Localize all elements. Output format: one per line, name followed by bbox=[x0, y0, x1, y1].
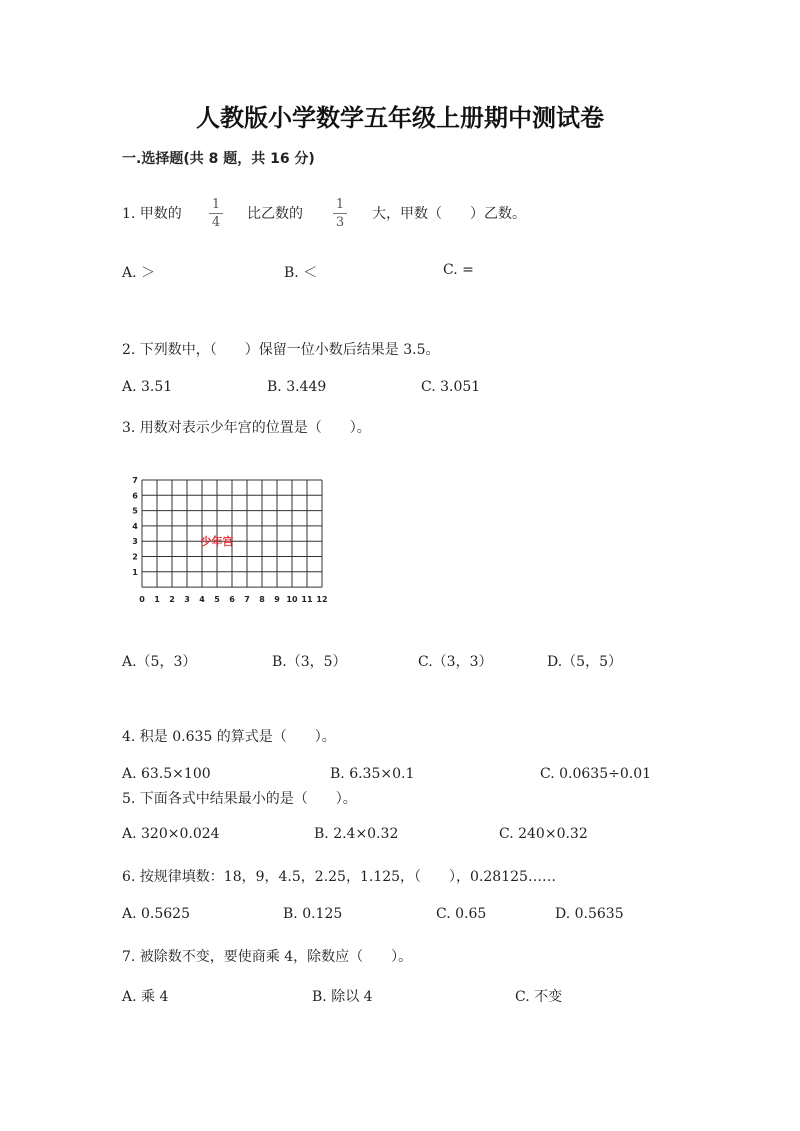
fraction-denominator: 4 bbox=[211, 215, 221, 230]
option-c[interactable]: C. 0.0635÷0.01 bbox=[540, 766, 652, 782]
section-heading: 一.选择题(共 8 题，共 16 分) bbox=[122, 151, 315, 167]
option-a[interactable]: A. 0.5625 bbox=[122, 906, 190, 922]
option-c[interactable]: C. 240×0.32 bbox=[499, 826, 588, 842]
option-b[interactable]: B. 0.125 bbox=[283, 906, 343, 922]
question-2-text: 2. 下列数中，（ ）保留一位小数后结果是 3.5。 bbox=[122, 342, 440, 358]
question-3-text: 3. 用数对表示少年宫的位置是（ ）。 bbox=[122, 420, 371, 436]
x-tick-label: 9 bbox=[274, 595, 280, 602]
x-tick-label: 7 bbox=[244, 595, 250, 602]
x-tick-label: 0 bbox=[139, 595, 145, 602]
fraction-bar bbox=[209, 213, 223, 214]
option-a[interactable]: A. ＞ bbox=[122, 265, 156, 281]
fraction-bar bbox=[333, 213, 347, 214]
option-c[interactable]: C.（3，3） bbox=[418, 654, 493, 670]
option-a[interactable]: A.（5，3） bbox=[122, 654, 197, 670]
point-label-youth-palace: 少年宫 bbox=[200, 535, 234, 549]
question-1-part-2: 比乙数的 bbox=[247, 206, 303, 222]
question-1-part-1: 1. 甲数的 bbox=[122, 206, 182, 222]
y-tick-label: 4 bbox=[132, 521, 138, 531]
x-tick-label: 1 bbox=[154, 595, 160, 602]
page-title: 人教版小学数学五年级上册期中测试卷 bbox=[196, 104, 604, 132]
option-b[interactable]: B. 2.4×0.32 bbox=[314, 826, 399, 842]
option-b[interactable]: B. 除以 4 bbox=[312, 989, 373, 1005]
question-4-text: 4. 积是 0.635 的算式是（ ）。 bbox=[122, 729, 336, 745]
option-d[interactable]: D.（5，5） bbox=[547, 654, 622, 670]
y-tick-label: 3 bbox=[132, 537, 138, 547]
option-b[interactable]: B. 6.35×0.1 bbox=[330, 766, 415, 782]
y-tick-label: 6 bbox=[132, 491, 138, 501]
x-tick-label: 8 bbox=[259, 595, 265, 602]
question-7-text: 7. 被除数不变，要使商乘 4，除数应（ ）。 bbox=[122, 949, 413, 965]
option-a[interactable]: A. 乘 4 bbox=[122, 989, 169, 1005]
question-5-text: 5. 下面各式中结果最小的是（ ）。 bbox=[122, 791, 357, 807]
y-tick-label: 2 bbox=[132, 552, 138, 562]
x-tick-label: 3 bbox=[184, 595, 190, 602]
x-tick-label: 12 bbox=[316, 595, 328, 602]
y-tick-label: 5 bbox=[132, 506, 138, 516]
x-tick-label: 11 bbox=[301, 595, 313, 602]
x-tick-label: 4 bbox=[199, 595, 205, 602]
option-a[interactable]: A. 3.51 bbox=[122, 379, 173, 395]
option-b[interactable]: B.（3，5） bbox=[272, 654, 347, 670]
option-d[interactable]: D. 0.5635 bbox=[555, 906, 624, 922]
y-tick-label: 1 bbox=[132, 567, 138, 577]
fraction-numerator: 1 bbox=[211, 197, 221, 212]
option-c[interactable]: C. = bbox=[443, 262, 474, 278]
coordinate-grid bbox=[124, 470, 336, 602]
y-tick-label: 7 bbox=[132, 476, 138, 485]
fraction-denominator: 3 bbox=[335, 215, 345, 230]
option-a[interactable]: A. 63.5×100 bbox=[122, 766, 211, 782]
question-6-text: 6. 按规律填数：18，9，4.5，2.25，1.125，（ ），0.28125…… bbox=[122, 869, 556, 885]
fraction-one-quarter bbox=[209, 198, 223, 229]
x-tick-label: 6 bbox=[229, 595, 235, 602]
option-b[interactable]: B. 3.449 bbox=[267, 379, 327, 395]
option-c[interactable]: C. 不变 bbox=[515, 989, 563, 1005]
x-tick-label: 10 bbox=[286, 595, 298, 602]
x-tick-label: 2 bbox=[169, 595, 175, 602]
fraction-numerator: 1 bbox=[335, 197, 345, 212]
x-tick-label: 5 bbox=[214, 595, 220, 602]
fraction-one-third bbox=[333, 198, 347, 229]
option-a[interactable]: A. 320×0.024 bbox=[122, 826, 220, 842]
option-c[interactable]: C. 3.051 bbox=[421, 379, 481, 395]
option-c[interactable]: C. 0.65 bbox=[436, 906, 487, 922]
option-b[interactable]: B. ＜ bbox=[284, 265, 318, 281]
question-1-part-3: 大，甲数（ ）乙数。 bbox=[372, 206, 526, 222]
